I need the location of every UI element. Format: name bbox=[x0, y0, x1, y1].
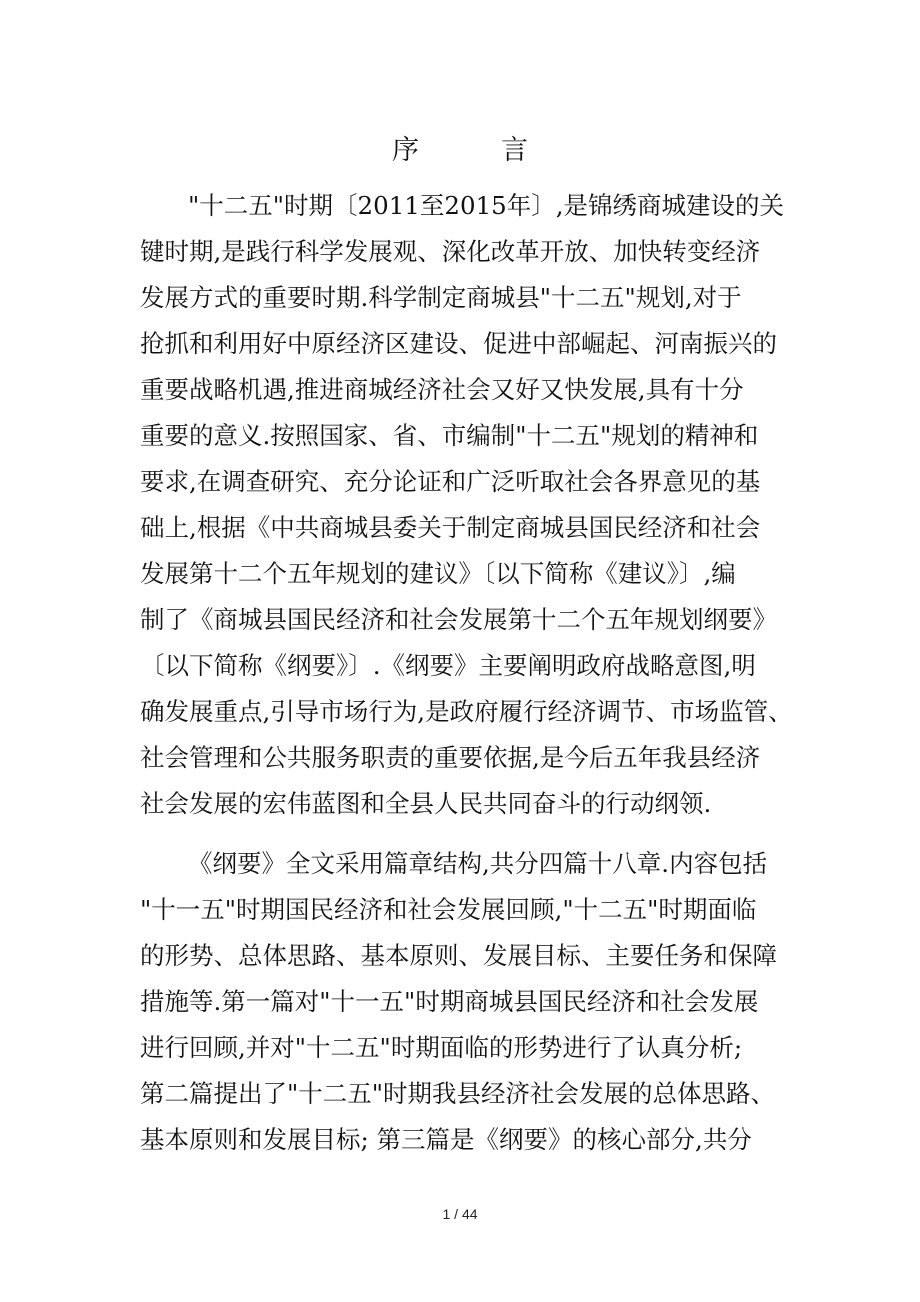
paragraph-2-line: 措施等.第一篇对"十一五"时期商城县国民经济和社会发展 bbox=[140, 987, 759, 1016]
paragraph-2-line: 进行回顾,并对"十二五"时期面临的形势进行了认真分析; bbox=[140, 1033, 743, 1062]
paragraph-1-line: 抢抓和利用好中原经济区建设、促进中部崛起、河南振兴的 bbox=[140, 329, 777, 358]
paragraph-2-line: 第二篇提出了"十二五"时期我县经济社会发展的总体思路、 bbox=[140, 1079, 776, 1108]
paragraph-1-line: 重要战略机遇,推进商城经济社会又好又快发展,具有十分 bbox=[140, 375, 744, 404]
paragraph-1-line: 〔以下简称《纲要》〕.《纲要》主要阐明政府战略意图,明 bbox=[140, 651, 756, 680]
paragraph-2-line: 《纲要》全文采用篇章结构,共分四篇十八章.内容包括 bbox=[188, 849, 768, 878]
paragraph-1-line: 制了《商城县国民经济和社会发展第十二个五年规划纲要》 bbox=[140, 605, 777, 634]
page-number: 1 / 44 bbox=[442, 1206, 478, 1222]
paragraph-1-line: 发展方式的重要时期.科学制定商城县"十二五"规划,对于 bbox=[140, 283, 742, 312]
paragraph-1-line: "十二五"时期〔2011至2015年〕,是锦绣商城建设的关 bbox=[188, 191, 785, 220]
body-text bbox=[140, 183, 793, 1163]
paragraph-1-line: 要求,在调查研究、充分论证和广泛听取社会各界意见的基 bbox=[140, 467, 761, 496]
paragraph-1-line: 础上,根据《中共商城县委关于制定商城县国民经济和社会 bbox=[140, 513, 761, 542]
paragraph-2-line: 基本原则和发展目标; 第三篇是《纲要》的核心部分,共分 bbox=[140, 1125, 752, 1154]
paragraph-1-line: 确发展重点,引导市场行为,是政府履行经济调节、市场监管、 bbox=[140, 697, 793, 726]
paragraph-2-line: 的形势、总体思路、基本原则、发展目标、主要任务和保障 bbox=[140, 941, 777, 970]
paragraph-1-line: 社会管理和公共服务职责的重要依据,是今后五年我县经济 bbox=[140, 743, 761, 772]
paragraph-1-line: 发展第十二个五年规划的建议》〔以下简称《建议》〕,编 bbox=[140, 559, 736, 588]
paragraph-1-line: 社会发展的宏伟蓝图和全县人民共同奋斗的行动纲领. bbox=[140, 789, 712, 818]
page-title bbox=[0, 128, 920, 167]
title-char-2: 言 bbox=[501, 135, 528, 166]
paragraph-1-line: 重要的意义.按照国家、省、市编制"十二五"规划的精神和 bbox=[140, 421, 759, 450]
paragraph-1-line: 键时期,是践行科学发展观、深化改革开放、加快转变经济 bbox=[140, 237, 761, 266]
paragraph-2-line: "十一五"时期国民经济和社会发展回顾,"十二五"时期面临 bbox=[140, 895, 757, 924]
title-char-1: 序 bbox=[392, 135, 419, 166]
